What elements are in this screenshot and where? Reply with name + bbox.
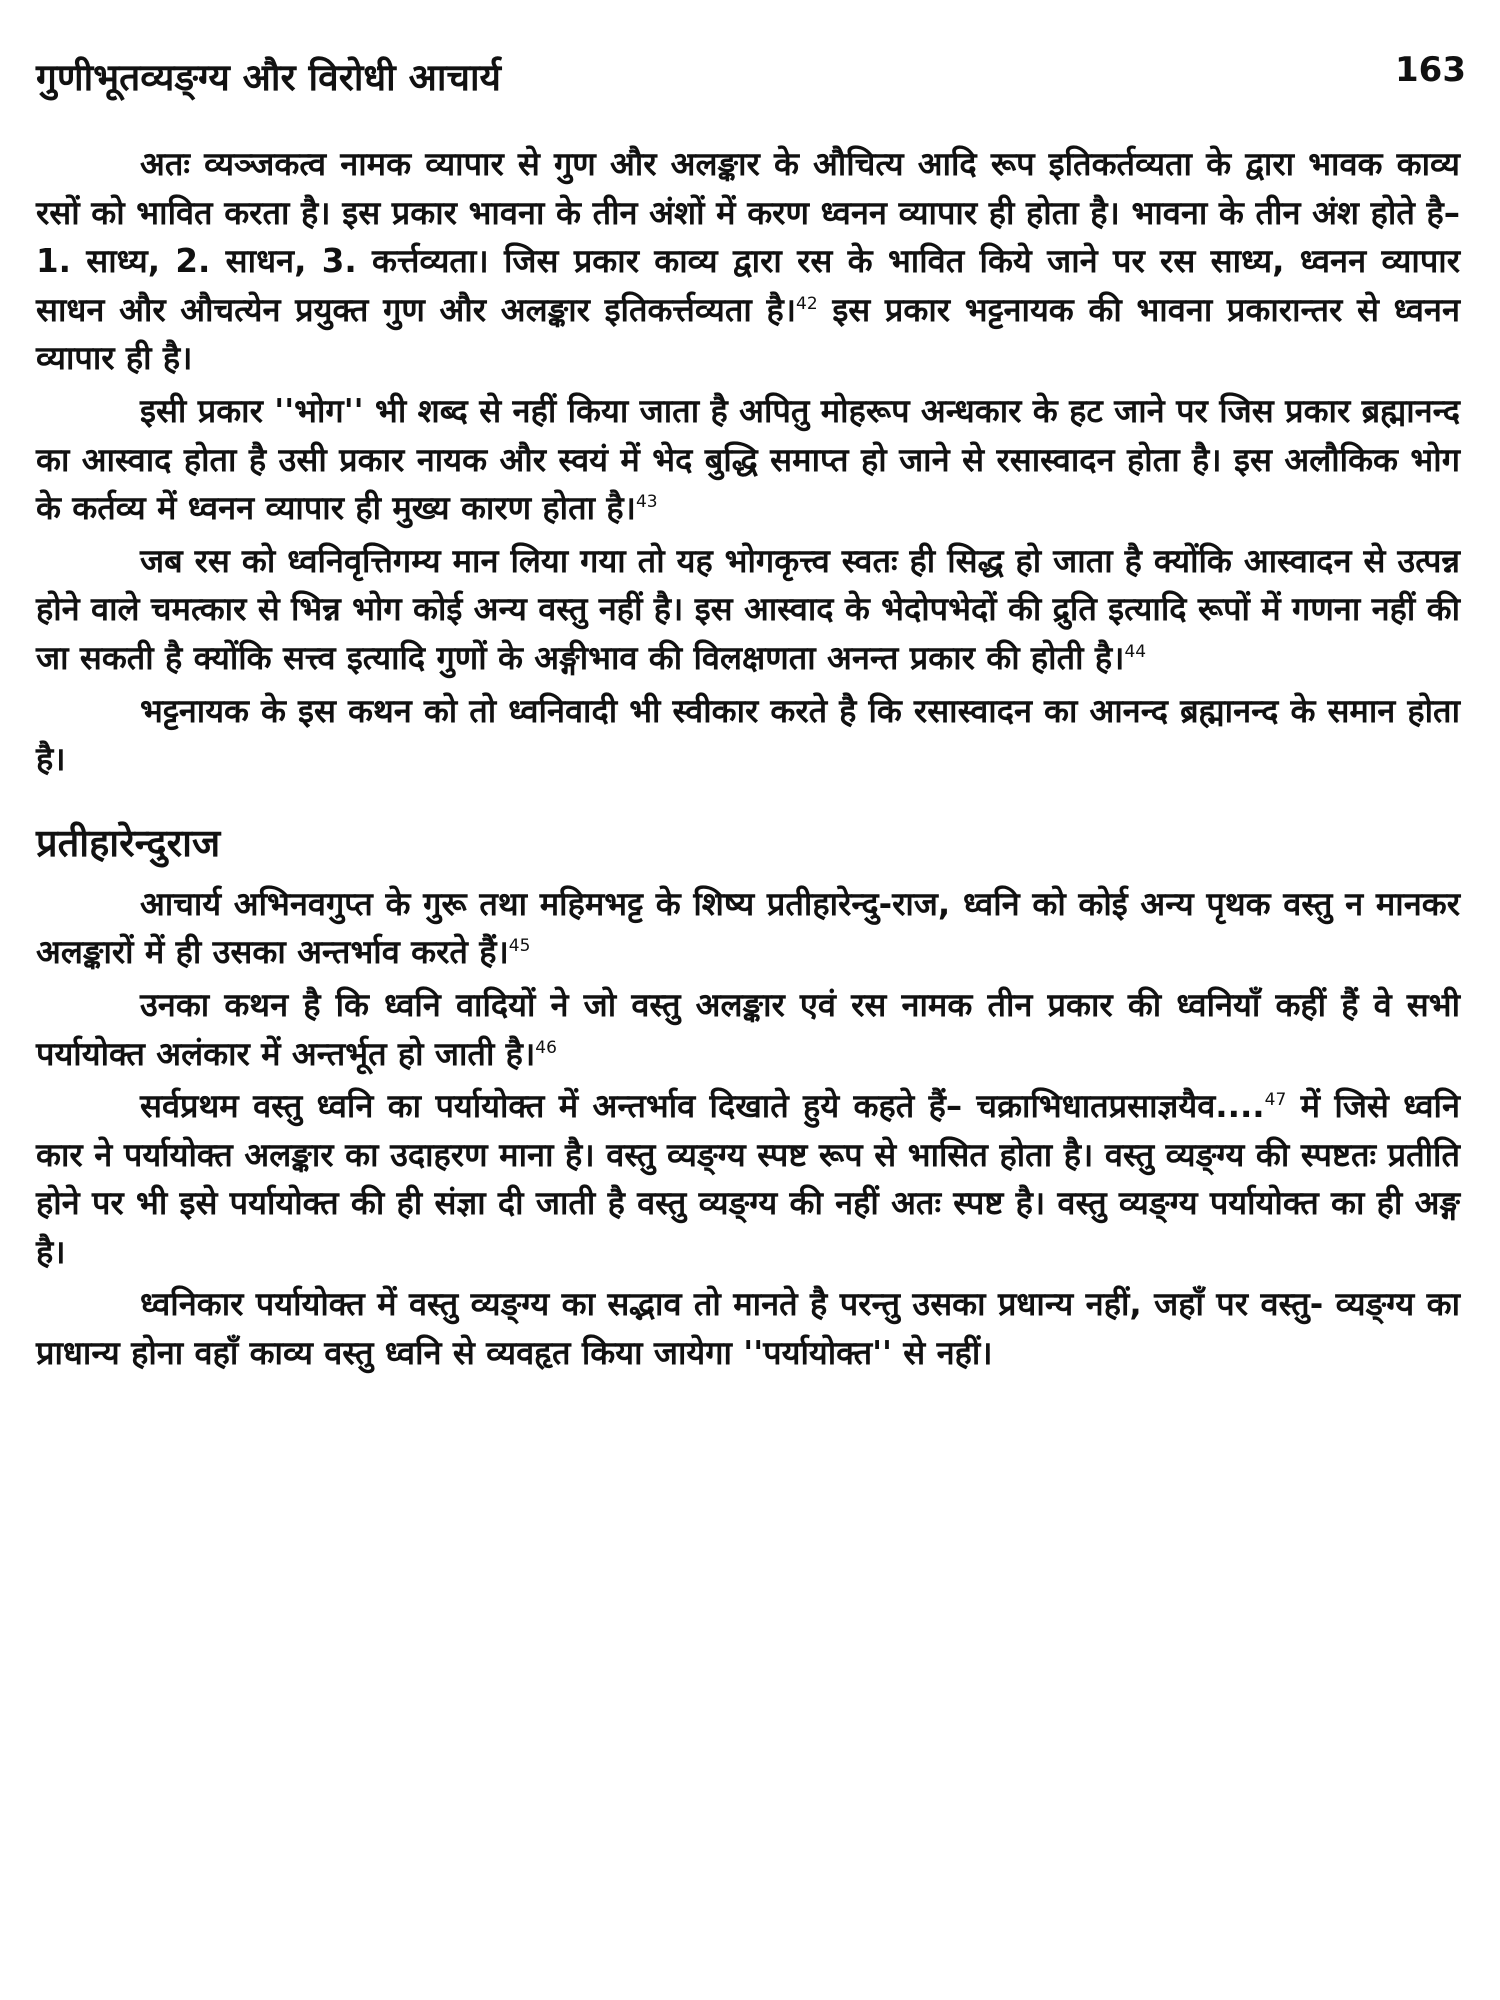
paragraph-text: उनका कथन है कि ध्वनि वादियों ने जो वस्तु अलङ्कार एवं रस नामक तीन प्रकार की ध्वनियाँ कहीं हैं वे सभी पर्यायोक्त अलंकार में अन्तर्भूत हो जाती है। [36, 985, 1460, 1073]
paragraph-text-continued: में जिसे ध्वनि कार ने पर्यायोक्त अलङ्कार का उदाहरण माना है। वस्तु व्यङ्ग्य स्पष्ट रूप से भासित होता है। वस्तु व्यङ्ग्य की स्पष्टतः प्रतीति होने पर भी इसे पर्यायोक्त की ही संज्ञा दी जाती है वस्तु व्यङ्ग्य की नहीं अतः स्पष्ट है। वस्तु व्यङ्ग्य पर्यायोक्त का ही अङ्ग है। [36, 1087, 1460, 1271]
paragraph [36, 537, 1460, 683]
paragraph [36, 687, 1460, 784]
running-title: गुणीभूतव्यङ्ग्य और विरोधी आचार्य [36, 56, 501, 99]
paragraph-text: आचार्य अभिनवगुप्त के गुरू तथा महिमभट्ट के शिष्य प्रतीहारेन्दु-राज, ध्वनि को कोई अन्य पृथक वस्तु न मानकर अलङ्कारों में ही उसका अन्तर्भाव करते हैं। [36, 884, 1460, 972]
footnote-marker: 45 [508, 936, 531, 957]
page-number: 163 [1395, 50, 1466, 90]
section-heading: प्रतीहारेन्दुराज [36, 820, 221, 865]
paragraph [36, 1082, 1460, 1276]
paragraph-text: भट्टनायक के इस कथन को तो ध्वनिवादी भी स्वीकार करते है कि रसास्वादन का आनन्द ब्रह्मानन्द के समान होता है। [36, 691, 1460, 779]
paragraph-text-continued: इस प्रकार भट्टनायक की भावना प्रकारान्तर से ध्वनन व्यापार ही है। [36, 290, 1460, 378]
paragraph [36, 1280, 1460, 1377]
paragraph [36, 981, 1460, 1078]
paragraph [36, 140, 1460, 383]
footnote-marker: 44 [1124, 642, 1147, 663]
running-head [36, 50, 1466, 110]
body-text [36, 140, 1460, 1382]
paragraph-text: सर्वप्रथम वस्तु ध्वनि का पर्यायोक्त में अन्तर्भाव दिखाते हुये कहते हैं– चक्राभिधातप्रसाज्ञयैव.... [140, 1087, 1265, 1126]
paragraph-text: ध्वनिकार पर्यायोक्त में वस्तु व्यङ्ग्य का सद्भाव तो मानते है परन्तु उसका प्रधान्य नहीं, जहाँ पर वस्तु- व्यङ्ग्य का प्राधान्य होना वहाँ काव्य वस्तु ध्वनि से व्यवहृत किया जायेगा ''पर्यायोक्त'' से नहीं। [36, 1285, 1460, 1373]
paragraph-text: जब रस को ध्वनिवृत्तिगम्य मान लिया गया तो यह भोगकृत्त्व स्वतः ही सिद्ध हो जाता है क्योंकि आस्वादन से उत्पन्न होने वाले चमत्कार से भिन्न भोग कोई अन्य वस्तु नहीं है। इस आस्वाद के भेदोपभेदों की द्रुति इत्यादि रूपों में गणना नहीं की जा सकती है क्योंकि सत्त्व इत्यादि गुणों के अङ्गीभाव की विलक्षणता अनन्त प्रकार की होती है। [36, 541, 1460, 677]
paragraph-text: इसी प्रकार ''भोग'' भी शब्द से नहीं किया जाता है अपितु मोहरूप अन्धकार के हट जाने पर जिस प्रकार ब्रह्मानन्द का आस्वाद होता है उसी प्रकार नायक और स्वयं में भेद बुद्धि समाप्त हो जाने से रसास्वादन होता है। इस अलौकिक भोग के कर्तव्य में ध्वनन व्यापार ही मुख्य कारण होता है। [36, 391, 1460, 528]
footnote-marker: 47 [1264, 1090, 1287, 1111]
paragraph-text: अतः व्यञ्जकत्व नामक व्यापार से गुण और अलङ्कार के औचित्य आदि रूप इतिकर्तव्यता के द्वारा भावक काव्य रसों को भावित करता है। इस प्रकार भावना के तीन अंशों में करण ध्वनन व्यापार ही होता है। भावना के तीन अंश होते है– 1. साध्य, 2. साधन, 3. कर्त्तव्यता। जिस प्रकार काव्य द्वारा रस के भावित किये जाने पर रस साध्य, ध्वनन व्यापार साधन और औचत्येन प्रयुक्त गुण और अलङ्कार इतिकर्त्तव्यता है। [36, 145, 1460, 329]
footnote-marker: 42 [796, 293, 818, 314]
footnote-marker: 43 [635, 492, 658, 513]
paragraph [36, 880, 1460, 977]
paragraph [36, 387, 1460, 533]
footnote-marker: 46 [535, 1037, 557, 1058]
